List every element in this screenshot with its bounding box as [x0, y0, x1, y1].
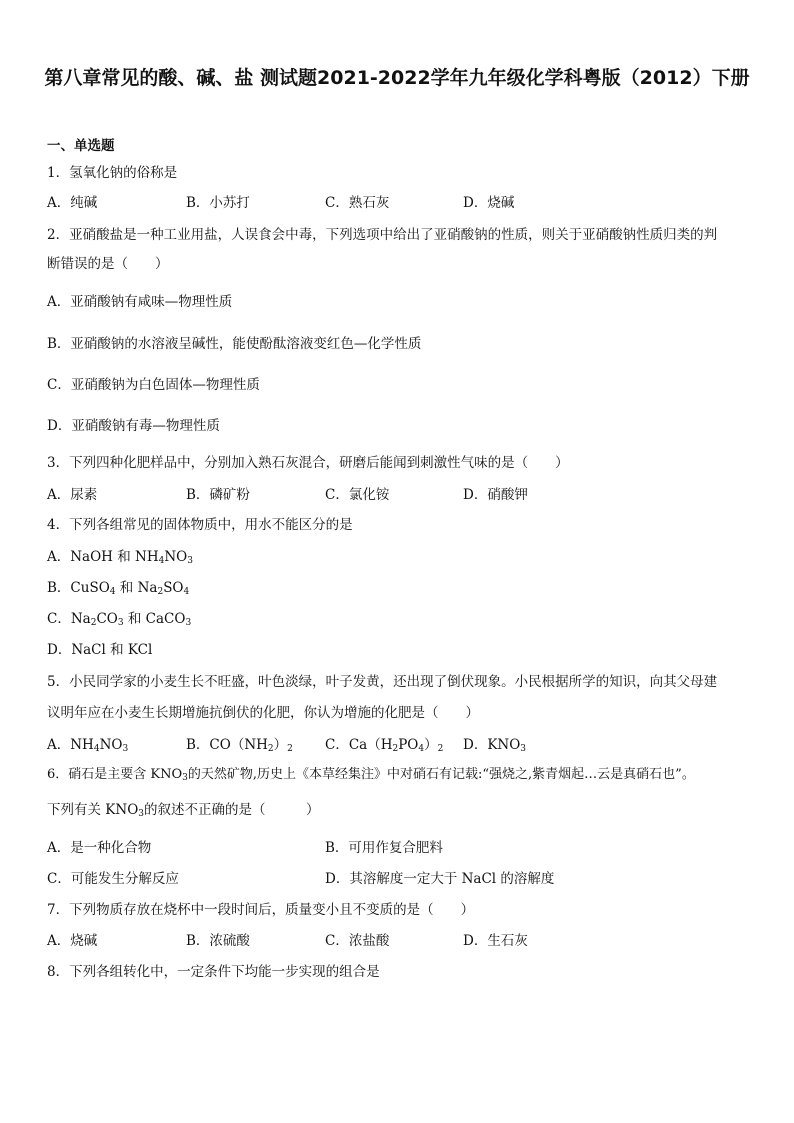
q3-option-a: A．尿素 — [47, 487, 98, 503]
q3-option-b: B．磷矿粉 — [186, 487, 250, 503]
q2-option-b: B．亚硝酸钠的水溶液呈碱性，能使酚酞溶液变红色—化学性质 — [47, 336, 422, 352]
q2-option-c: C．亚硝酸钠为白色固体—物理性质 — [47, 377, 260, 393]
q6-option-b: B．可用作复合肥料 — [325, 840, 443, 856]
question-7-stem: 7．下列物质存放在烧杯中一段时间后，质量变小且不变质的是（ ） — [47, 902, 475, 918]
question-3-stem: 3．下列四种化肥样品中，分别加入熟石灰混合，研磨后能闻到刺激性气味的是（ ） — [47, 455, 569, 471]
q4-option-d: D．NaCl 和 KCl — [47, 642, 153, 658]
q6-option-c: C．可能发生分解反应 — [47, 871, 179, 887]
q7-option-c: C．浓盐酸 — [325, 933, 390, 949]
q3-option-c: C．氯化铵 — [325, 487, 390, 503]
question-5-stem-line2: 议明年应在小麦生长期增施抗倒伏的化肥，你认为增施的化肥是（ ） — [47, 705, 479, 721]
page-title: 第八章常见的酸、碱、盐 测试题2021-2022学年九年级化学科粤版（2012）下册 — [44, 67, 750, 89]
question-1-stem: 1．氢氧化钠的俗称是 — [47, 165, 178, 181]
question-6-stem-line1: 6．硝石是主要含 $KNO_3$的天然矿物,历史上《本草经集注》中对硝石有记载:“强烧之,紫青烟起…云是真硝石也”。 — [47, 767, 695, 783]
q7-option-b: B．浓硫酸 — [186, 933, 250, 949]
question-5-stem-line1: 5．小民同学家的小麦生长不旺盛，叶色淡绿，叶子发黄，还出现了倒伏现象。小民根据所学的知识，向其父母建 — [47, 674, 718, 690]
q7-option-a: A．烧碱 — [47, 933, 98, 949]
q6-option-d: D．其溶解度一定大于 NaCl 的溶解度 — [325, 871, 555, 887]
q5-option-b: B．$CO(NH_2)_2$ — [186, 737, 293, 754]
q7-option-d: D．生石灰 — [463, 933, 528, 949]
question-2-stem-line1: 2．亚硝酸盐是一种工业用盐，人误食会中毒，下列选项中给出了亚硝酸钠的性质，则关于亚硝酸钠性质归类的判 — [47, 227, 718, 243]
q6-option-a: A．是一种化合物 — [47, 840, 152, 856]
q2-option-d: D．亚硝酸钠有毒—物理性质 — [47, 418, 220, 434]
question-8-stem: 8．下列各组转化中，一定条件下均能一步实现的组合是 — [47, 964, 380, 980]
q3-option-d: D．硝酸钾 — [463, 487, 528, 503]
question-4-stem: 4．下列各组常见的固体物质中，用水不能区分的是 — [47, 517, 353, 533]
q2-option-a: A．亚硝酸钠有咸味—物理性质 — [47, 294, 233, 310]
q5-option-d: D．$KNO_3$ — [463, 737, 527, 754]
question-6-stem-line2: 下列有关 $KNO_3$的叙述不正确的是（ ） — [47, 802, 320, 819]
q5-option-c: C．$Ca(H_2PO_4)_2$ — [325, 737, 444, 754]
q4-option-a: A．NaOH 和 $NH_4NO_3$ — [47, 549, 193, 566]
q1-option-d: D．烧碱 — [463, 195, 515, 211]
q1-option-c: C．熟石灰 — [325, 195, 390, 211]
q1-option-b: B．小苏打 — [186, 195, 250, 211]
question-2-stem-line2: 断错误的是（ ） — [47, 256, 169, 272]
q1-option-a: A．纯碱 — [47, 195, 98, 211]
section-heading: 一、单选题 — [47, 138, 115, 154]
q4-option-c: C．$Na_2CO_3$ 和 CaCO$_3$ — [47, 611, 192, 628]
q5-option-a: A．$NH_4NO_3$ — [47, 737, 129, 754]
q4-option-b: B．CuSO$_4$ 和 $Na_2SO_4$ — [47, 580, 190, 597]
